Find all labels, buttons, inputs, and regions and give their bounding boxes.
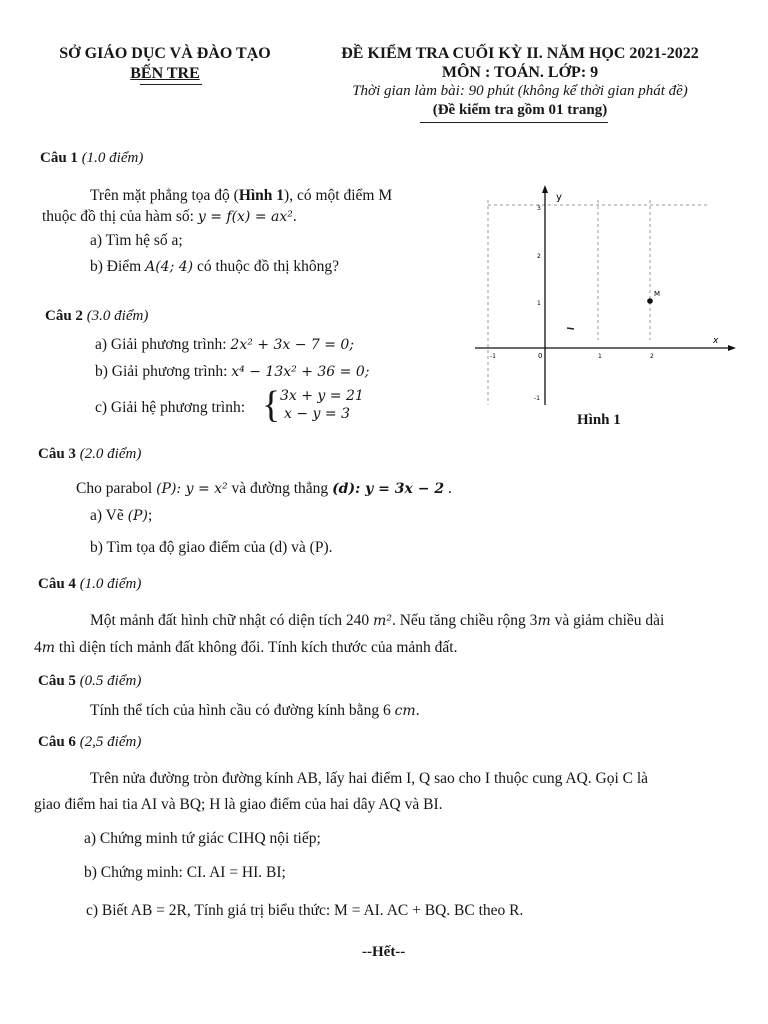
q6-part-c: c) Biết AB = 2R, Tính giá trị biểu thức: M = AI. AC + BQ. BC theo R. bbox=[86, 902, 524, 919]
subject-line: MÔN : TOÁN. LỚP: 9 bbox=[441, 64, 599, 81]
x-axis-arrow bbox=[728, 345, 736, 351]
q2-system-eq1: 3x + y = 21 bbox=[280, 388, 364, 404]
q2-system-brace: { bbox=[262, 384, 281, 426]
header-right-underline bbox=[420, 122, 608, 123]
point-m bbox=[647, 298, 653, 304]
q2-part-c-label: c) Giải hệ phương trình: bbox=[95, 399, 246, 416]
q4-title: Câu 4 (1.0 điểm) bbox=[38, 576, 142, 592]
header-right bbox=[300, 44, 740, 120]
stray-mark bbox=[567, 328, 574, 329]
department-name: SỞ GIÁO DỤC VÀ ĐÀO TẠO bbox=[59, 45, 271, 62]
q5-text: Tính thể tích của hình cầu có đường kính bằng 6 cm. bbox=[90, 702, 420, 719]
q1-part-b: b) Điểm A(4; 4) có thuộc đồ thị không? bbox=[90, 258, 340, 275]
time-line: Thời gian làm bài: 90 phút (không kể thời gian phát đề) bbox=[352, 83, 688, 99]
y-axis-label: y bbox=[556, 192, 562, 203]
q3-part-a: a) Vẽ (P); bbox=[90, 507, 153, 524]
q1-intro: Trên mặt phẳng tọa độ (Hình 1), có một điểm M bbox=[90, 187, 393, 204]
q1-line2: thuộc đồ thị của hàm số: y = f(x) = ax². bbox=[42, 208, 297, 225]
q3-intro: Cho parabol (P): y = x² và đường thẳng (d): y = 3x − 2 . bbox=[76, 480, 452, 497]
q5-title: Câu 5 (0.5 điểm) bbox=[38, 673, 142, 689]
y-tick-3: 3 bbox=[537, 205, 541, 212]
y-tick-2: 2 bbox=[537, 253, 541, 260]
origin-label: 0 bbox=[538, 352, 543, 360]
q6-part-b: b) Chứng minh: CI. AI = HI. BI; bbox=[84, 864, 286, 881]
q6-title: Câu 6 (2,5 điểm) bbox=[38, 734, 142, 750]
point-m-label: M bbox=[654, 290, 661, 298]
exam-title: ĐỀ KIỂM TRA CUỐI KỲ II. NĂM HỌC 2021-2022 bbox=[341, 45, 699, 62]
q3-part-b: b) Tìm tọa độ giao điểm của (d) và (P). bbox=[90, 539, 333, 556]
figure-caption: Hình 1 bbox=[577, 412, 621, 428]
header-underline bbox=[140, 84, 202, 85]
q6-line1: Trên nửa đường tròn đường kính AB, lấy hai điểm I, Q sao cho I thuộc cung AQ. Gọi C là bbox=[90, 770, 649, 787]
y-axis-arrow bbox=[542, 185, 548, 193]
q6-part-a: a) Chứng minh tứ giác CIHQ nội tiếp; bbox=[84, 830, 321, 847]
x-tick-1: 1 bbox=[598, 353, 602, 360]
q2-part-a: a) Giải phương trình: 2x² + 3x − 7 = 0; bbox=[95, 336, 355, 353]
x-axis-label: x bbox=[713, 336, 719, 346]
y-tick-neg1: -1 bbox=[534, 395, 540, 402]
q2-part-b: b) Giải phương trình: x⁴ − 13x² + 36 = 0; bbox=[95, 363, 370, 380]
q2-title: Câu 2 (3.0 điểm) bbox=[45, 308, 149, 324]
figure-1-graph bbox=[470, 180, 740, 410]
y-tick-1: 1 bbox=[537, 300, 541, 307]
x-tick-2: 2 bbox=[650, 353, 654, 360]
q6-line2: giao điểm hai tia AI và BQ; H là giao điểm của hai dây AQ và BI. bbox=[34, 796, 443, 813]
q1-title: Câu 1 (1.0 điểm) bbox=[40, 150, 144, 166]
q2-system-eq2: x − y = 3 bbox=[284, 406, 350, 422]
page-count-line: (Đề kiểm tra gồm 01 trang) bbox=[432, 102, 608, 118]
q3-title: Câu 3 (2.0 điểm) bbox=[38, 446, 142, 462]
q4-line1: Một mảnh đất hình chữ nhật có diện tích 240 m². Nếu tăng chiều rộng 3m và giảm chiều dài bbox=[90, 612, 665, 629]
q4-line2: 4m thì diện tích mảnh đất không đổi. Tính kích thước của mảnh đất. bbox=[34, 639, 458, 656]
header-left bbox=[40, 44, 290, 84]
x-tick-neg1: -1 bbox=[490, 353, 496, 360]
grid-lines bbox=[488, 200, 710, 405]
end-marker: --Hết-- bbox=[362, 944, 406, 960]
province-name: BẾN TRE bbox=[130, 65, 200, 82]
q1-part-a: a) Tìm hệ số a; bbox=[90, 232, 183, 249]
